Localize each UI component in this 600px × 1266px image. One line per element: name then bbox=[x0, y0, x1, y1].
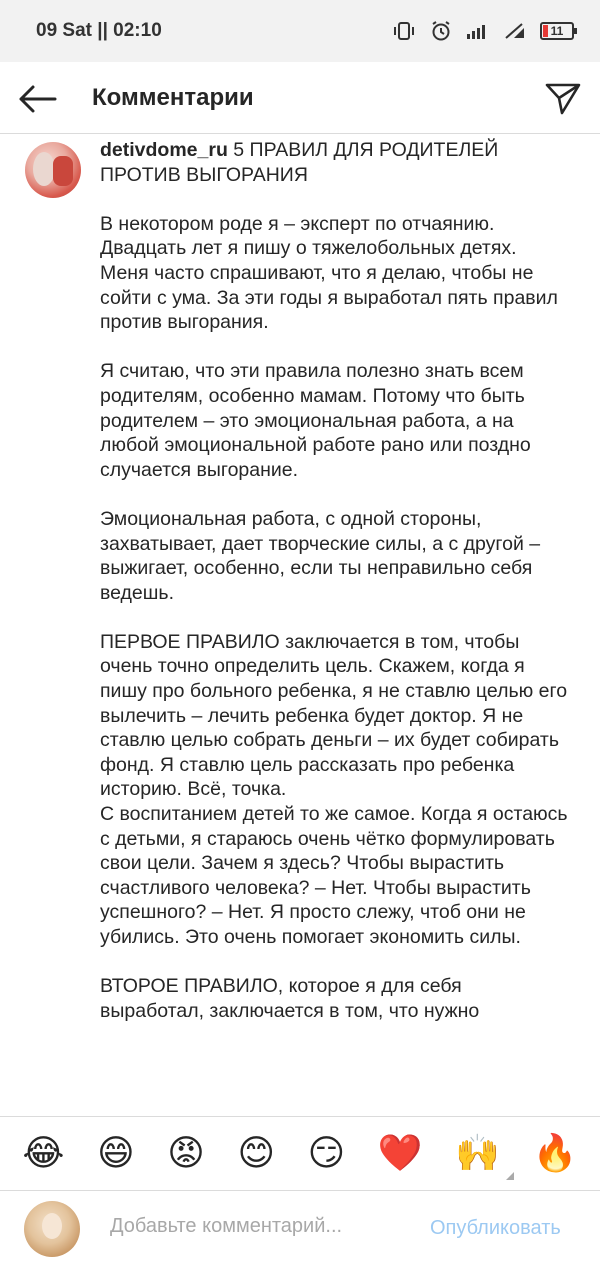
caption-text bbox=[100, 138, 570, 1048]
emoji-quick-bar bbox=[0, 1116, 600, 1190]
caption-paragraph: ВТОРОЕ ПРАВИЛО, которое я для себя выработал, заключается в том, что нужно bbox=[100, 975, 480, 1022]
caption-paragraph: В некотором роде я – эксперт по отчаянию. Двадцать лет я пишу о тяжелобольных детях. Меня часто спрашивают, что я делаю, чтобы не сойти с ума. За эти годы я выработал пять правил против выгорания. bbox=[100, 212, 558, 334]
emoji-blush-button[interactable]: 😊 bbox=[237, 1132, 275, 1174]
paper-plane-icon bbox=[544, 82, 582, 116]
comment-input[interactable] bbox=[110, 1215, 410, 1238]
current-user-avatar bbox=[24, 1201, 80, 1257]
status-time: 09 Sat || 02:10 bbox=[36, 20, 162, 41]
alarm-icon bbox=[430, 20, 452, 42]
emoji-fire-button[interactable]: 🔥 bbox=[532, 1132, 578, 1174]
emoji-raised-hands-button[interactable]: 🙌 bbox=[455, 1132, 501, 1174]
emoji-smirk-button[interactable]: 😏 bbox=[307, 1132, 346, 1174]
caption-title: 5 ПРАВИЛ ДЛЯ РОДИТЕЛЕЙ ПРОТИВ ВЫГОРАНИЯ bbox=[100, 139, 499, 186]
battery-icon: 11 bbox=[540, 22, 574, 40]
emoji-heart-button[interactable]: ❤️ bbox=[377, 1132, 423, 1174]
comment-composer bbox=[0, 1190, 600, 1266]
signal-icon bbox=[466, 22, 490, 40]
signal-icon-2 bbox=[504, 22, 526, 40]
emoji-joy-button[interactable]: 😂 bbox=[22, 1132, 65, 1174]
publish-button[interactable]: Опубликовать bbox=[430, 1217, 561, 1239]
arrow-left-icon bbox=[17, 84, 57, 114]
status-icons bbox=[392, 20, 574, 42]
emoji-angry-button[interactable]: 😡 bbox=[167, 1132, 205, 1174]
back-button[interactable] bbox=[16, 78, 58, 120]
username-link[interactable]: detivdome_ru bbox=[100, 139, 228, 161]
caption-paragraph: Эмоциональная работа, с одной стороны, захватывает, дает творческие силы, а с другой – выжигает, особенно, если ты неправильно себя ведешь. bbox=[100, 507, 541, 604]
emoji-smile-button[interactable]: 😄 bbox=[97, 1132, 135, 1174]
caption-paragraph: Я считаю, что эти правила полезно знать всем родителям, особенно мамам. Потому что быть родителем – это эмоциональная работа, а на любой эмоциональной работе рано или поздно случается выгорание. bbox=[100, 360, 531, 481]
share-button[interactable] bbox=[540, 78, 586, 120]
caption-paragraph: ПЕРВОЕ ПРАВИЛО заключается в том, чтобы очень точно определить цель. Скажем, когда я пишу про больного ребенка, я не ставлю целью его вылечить – лечить ребенка будет доктор. Я не ставлю целью собрать деньги – их будет собирать фонд. Я ставлю цель рассказать про ребенка историю. Всё, точка. С воспитанием детей то же самое. Когда я остаюсь с детьми, я стараюсь очень чётко формулировать свои цели. Зачем я здесь? Чтобы вырастить счастливого человека? – Нет. Чтобы вырастить успешного? – Нет. Я просто слежу, чтоб они не убились. Это очень помогает экономить силы. bbox=[100, 630, 568, 948]
more-emoji-indicator-icon bbox=[506, 1172, 514, 1180]
avatar[interactable] bbox=[25, 142, 81, 198]
page-title: Комментарии bbox=[92, 84, 254, 111]
status-bar bbox=[0, 0, 600, 62]
post-caption bbox=[0, 134, 600, 1116]
header bbox=[0, 62, 600, 134]
vibrate-icon bbox=[392, 21, 416, 41]
